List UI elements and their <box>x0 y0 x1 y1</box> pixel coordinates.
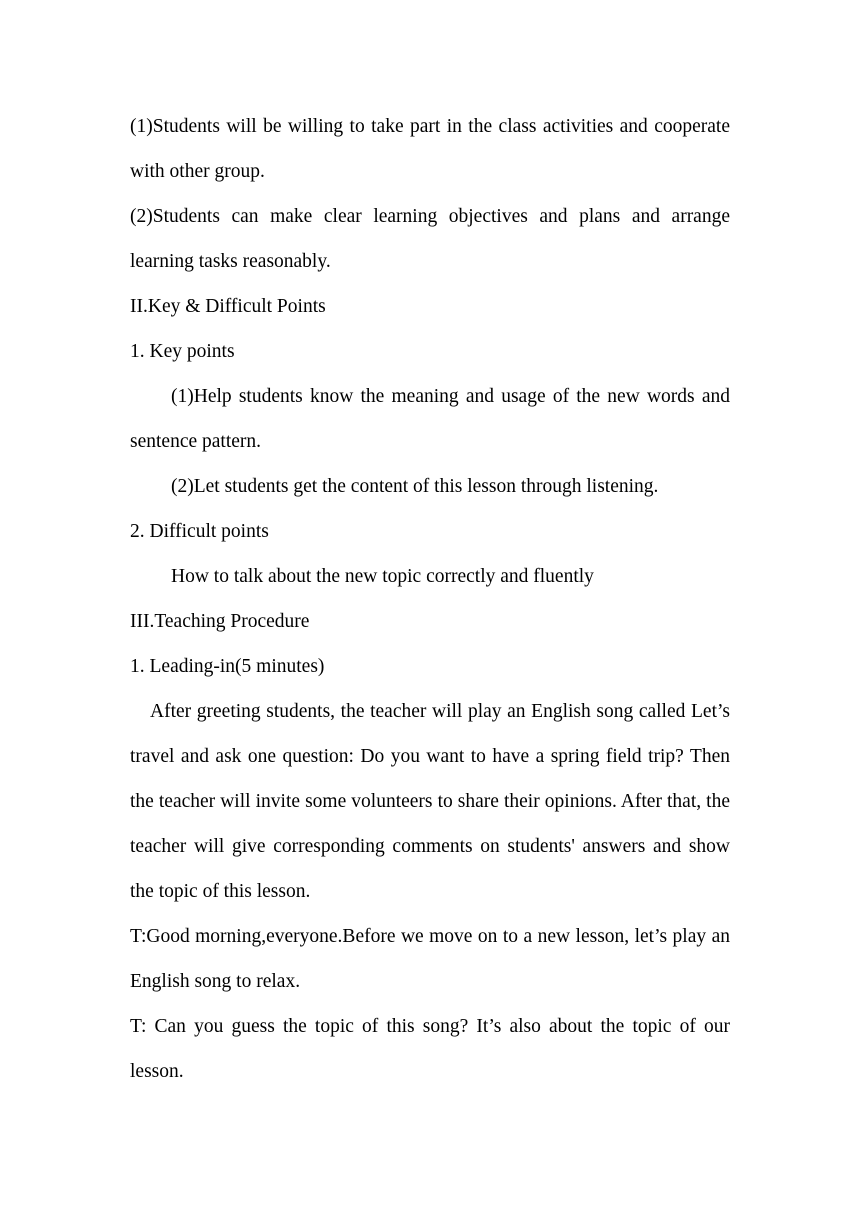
subheading-leading-in: 1. Leading-in(5 minutes) <box>130 656 325 677</box>
document-page <box>130 104 730 1094</box>
section-heading-teaching-procedure: III.Teaching Procedure <box>130 611 310 632</box>
key-point-1: (1)Help students know the meaning and usage of the new words and sentence pattern. <box>130 386 730 452</box>
difficult-point-1: How to talk about the new topic correctly and fluently <box>171 566 594 587</box>
section-heading-key-difficult: II.Key & Difficult Points <box>130 296 326 317</box>
subheading-key-points: 1. Key points <box>130 341 235 362</box>
objective-paragraph-1: (1)Students will be willing to take part in the class activities and cooperate with other group. <box>130 116 730 182</box>
key-point-2: (2)Let students get the content of this lesson through listening. <box>171 476 659 497</box>
subheading-difficult-points: 2. Difficult points <box>130 521 269 542</box>
teacher-line-1: T:Good morning,everyone.Before we move on to a new lesson, let’s play an English song to relax. <box>130 926 730 992</box>
teacher-line-2: T: Can you guess the topic of this song? It’s also about the topic of our lesson. <box>130 1016 730 1082</box>
objective-paragraph-2: (2)Students can make clear learning objectives and plans and arrange learning tasks reasonably. <box>130 206 730 272</box>
leading-in-paragraph: After greeting students, the teacher will play an English song called Let’s travel and ask one question: Do you want to have a spring field trip? Then the teacher will invite some volunteers to share their opinions. After that, the teacher will give corresponding comments on students' answers and show the topic of this lesson. <box>130 701 730 902</box>
